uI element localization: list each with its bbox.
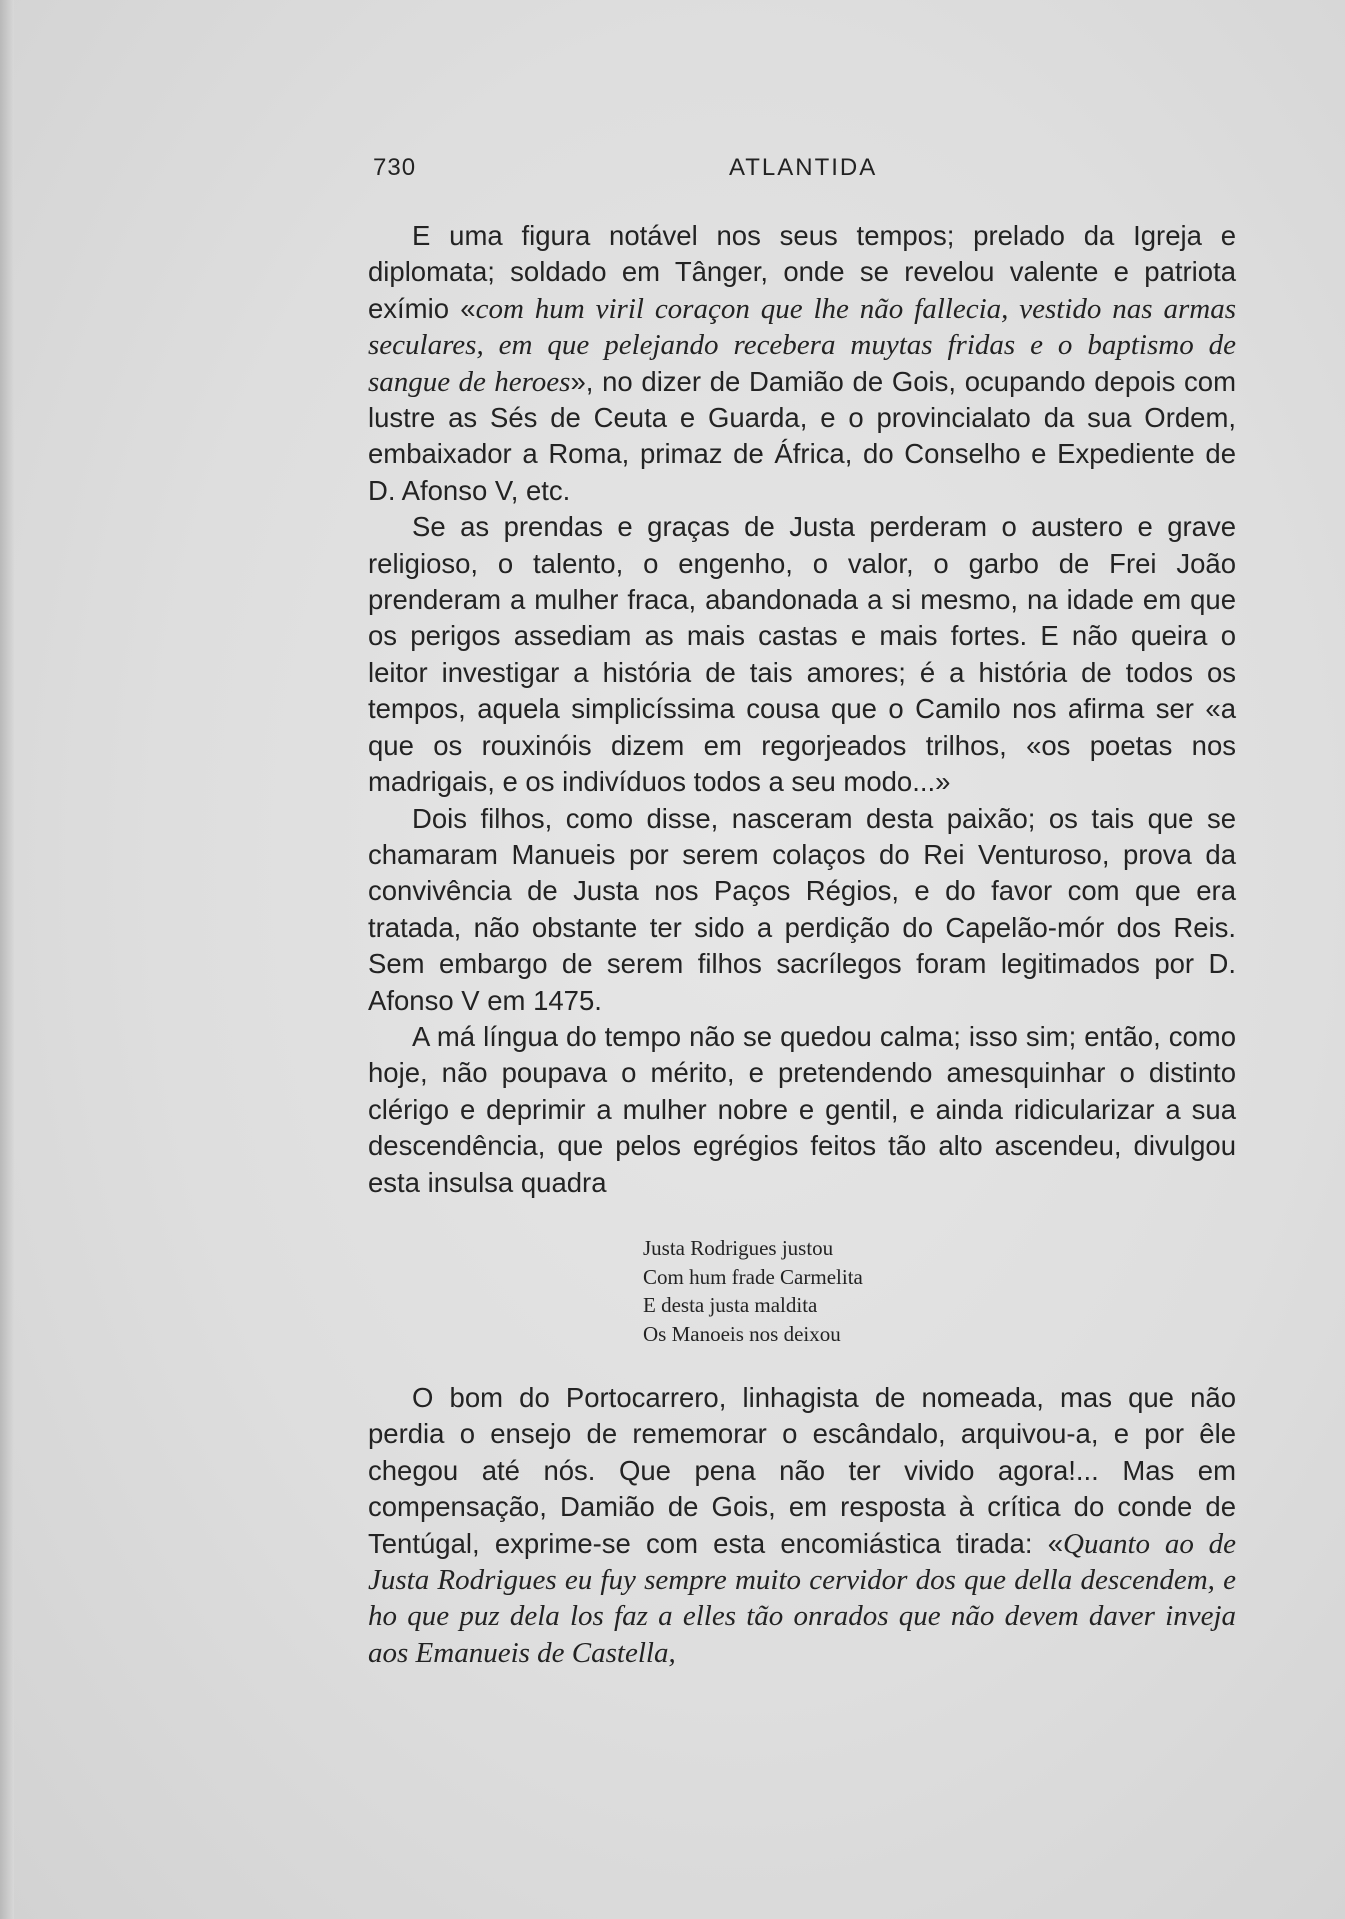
page-gutter-shadow [0, 0, 14, 1919]
paragraph-text: », no dizer de Damião de Gois, ocupando depois com lustre as Sés de Ceuta e Guarda, e o provincialato da sua Ordem, embaixador a Roma, primaz de África, do Conselho e Expediente de D. Afonso V, etc. [368, 365, 1236, 506]
page-number: 730 [373, 154, 417, 181]
paragraph [368, 218, 1236, 509]
paragraph-text: Se as prendas e graças de Justa perderam o austero e grave religioso, o talento, o engenho, o valor, o garbo de Frei João prenderam a mulher fraca, abandonada a si mesmo, na idade em que os perigos assediam as mais castas e mais fortes. E não queira o leitor investigar a história de tais amores; é a história de todos os tempos, aquela simplicíssima cousa que o Camilo nos afirma ser «a que os rouxinóis dizem em regorjeados trilhos, «os poetas nos madrigais, e os indivíduos todos a seu modo...» [368, 511, 1236, 798]
verse-line: E desta justa maldita [643, 1293, 818, 1317]
paragraph-text: O bom do Portocarrero, linhagista de nomeada, mas que não perdia o ensejo de rememorar o escândalo, arquivou-a, e por êle chegou até nós. Que pena não ter vivido agora!... Mas em compensação, Damião de Gois, em resposta à crítica do conde de Tentúgal, exprime-se com esta encomiástica tirada: « [368, 1382, 1236, 1559]
paragraph [368, 801, 1236, 1019]
paragraph-text: A má língua do tempo não se quedou calma; isso sim; então, como hoje, não poupava o mérito, e pretendendo amesquinhar o distinto clérigo e deprimir a mulher nobre e gentil, e ainda ridicularizar a sua descendência, que pelos egrégios feitos tão alto ascendeu, divulgou esta insulsa quadra [368, 1020, 1236, 1198]
paragraph [368, 1380, 1236, 1671]
verse-line: Com hum frade Carmelita [643, 1264, 863, 1289]
paragraph-text: E uma figura notável nos seus tempos; prelado da Igreja e diplomata; soldado em Tânger, onde se revelou valente e patriota exímio « [368, 220, 1236, 324]
verse-line: Os Manoeis nos deixou [643, 1321, 841, 1346]
page-header [373, 150, 1245, 190]
body-text-upper [368, 218, 1236, 1201]
italic-quote: Quanto ao de Justa Rodrigues eu fuy sempre muito cervidor dos que della descendem, e ho que puz dela los faz a elles tão onrados que não devem daver inveja aos Emanueis de Castella, [368, 1527, 1237, 1669]
paragraph [368, 1019, 1236, 1201]
paragraph [368, 509, 1236, 800]
verse-line: Justa Rodrigues justou [643, 1236, 834, 1260]
running-title: ATLANTIDA [729, 154, 878, 181]
paragraph-text: Dois filhos, como disse, nasceram desta paixão; os tais que se chamaram Manueis por serem colaços do Rei Venturoso, prova da convivência de Justa nos Paços Régios, e do favor com que era tratada, não obstante ter sido a perdição do Capelão-mór dos Reis. Sem embargo de serem filhos sacrílegos foram legitimados por D. Afonso V em 1475. [368, 802, 1236, 1016]
italic-quote: com hum viril coraçon que lhe não fallecia, vestido nas armas seculares, em que pelejando recebera muytas fridas e o baptismo de sangue de heroes [368, 292, 1236, 398]
body-text-lower [368, 1380, 1236, 1671]
quoted-verse [643, 1234, 863, 1348]
